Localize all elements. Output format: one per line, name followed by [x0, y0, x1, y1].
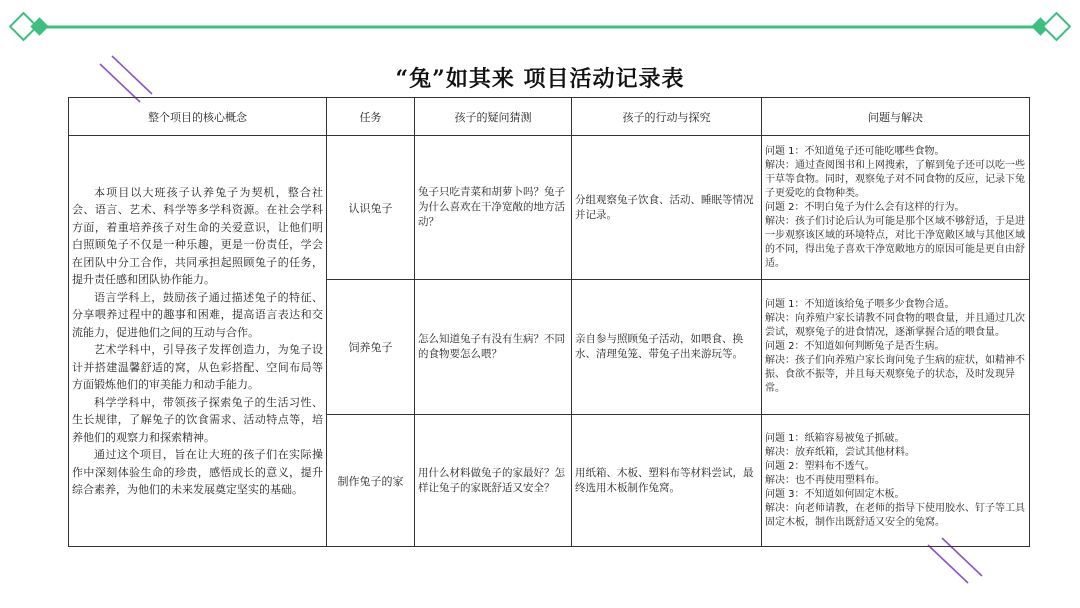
table-row [69, 136, 1030, 280]
page-title: “兔”如其来 项目活动记录表 [395, 66, 685, 92]
solution-line: 问题 1：不知道该给兔子喂多少食物合适。 [765, 299, 955, 310]
action-cell: 分组观察兔子饮食、活动、睡眠等情况并记录。 [572, 136, 762, 280]
solution-line: 问题 2：不知道如何判断兔子是否生病。 [765, 341, 945, 352]
core-concept-cell [69, 136, 327, 547]
solution-line: 问题 2：塑料布不透气。 [765, 460, 875, 472]
header-solution: 问题与解决 [762, 98, 1030, 136]
task-cell: 饲养兔子 [327, 280, 415, 415]
action-cell: 用纸箱、木板、塑料布等材料尝试，最终选用木板制作兔窝。 [572, 415, 762, 547]
solution-line: 问题 1：纸箱容易被兔子抓破。 [765, 432, 905, 444]
concept-paragraph: 科学学科中，带领孩子探索兔子的生活习性、生长规律，了解兔子的饮食需求、活动特点等，培养他们的观察力和探索精神。 [72, 395, 323, 444]
concept-paragraph: 艺术学科中，引导孩子发挥创造力，为兔子设计并搭建温馨舒适的窝，从色彩搭配、空间布局等方面锻炼他们的审美能力和动手能力。 [72, 343, 323, 391]
solution-line: 问题 3：不知道如何固定木板。 [765, 488, 905, 500]
left-diamond-icon [10, 13, 49, 40]
header-question: 孩子的疑问猜测 [415, 98, 572, 136]
solution-line: 问题 2：不明白兔子为什么会有这样的行为。 [765, 201, 965, 213]
concept-paragraph: 通过这个项目，旨在让大班的孩子们在实际操作中深刻体验生命的珍贵，感悟成长的意义，提升综合素养，为他们的未来发展奠定坚实的基础。 [72, 448, 323, 496]
solution-line: 解决：孩子们向养殖户家长询问兔子生病的症状，如精神不振、食欲不振等，并且每天观察兔子的状态，及时发现异常。 [765, 355, 1025, 394]
concept-paragraph: 语言学科上，鼓励孩子通过描述兔子的特征、分享喂养过程中的趣事和困难，提高语言表达和交流能力，促进他们之间的互动与合作。 [72, 290, 323, 339]
solution-cell [762, 415, 1030, 547]
question-cell: 怎么知道兔子有没有生病？不同的食物要怎么喂？ [415, 280, 572, 415]
activity-record-table [68, 97, 1030, 547]
right-diamond-icon [1031, 13, 1070, 40]
concept-paragraph: 本项目以大班孩子认养兔子为契机，整合社会、语言、艺术、科学等多学科资源。在社会学科方面，着重培养孩子对生命的关爱意识，让他们明白照顾兔子不仅是一种乐趣，更是一份责任，学会在团队中分工合作，共同承担起照顾兔子的任务，提升责任感和团队协作能力。 [72, 185, 323, 286]
header-concept: 整个项目的核心概念 [69, 98, 327, 136]
question-cell: 用什么材料做兔子的家最好？怎样让兔子的家既舒适又安全？ [415, 415, 572, 547]
solution-line: 解决：向老师请教，在老师的指导下使用胶水、钉子等工具固定木板，制作出既舒适又安全的兔窝。 [765, 502, 1025, 528]
solution-line: 解决：放弃纸箱，尝试其他材料。 [765, 446, 915, 458]
solution-line: 解决：向养殖户家长请教不同食物的喂食量，并且通过几次尝试，观察兔子的进食情况，逐渐掌握合适的喂食量。 [765, 313, 1025, 338]
solution-cell [762, 136, 1030, 280]
task-cell: 认识兔子 [327, 136, 415, 280]
solution-line: 解决：也不再使用塑料布。 [765, 474, 885, 486]
solution-line: 问题 1：不知道兔子还可能吃哪些食物。 [765, 145, 945, 157]
header-task: 任务 [327, 98, 415, 136]
header-action: 孩子的行动与探究 [572, 98, 762, 136]
solution-line: 解决：通过查阅图书和上网搜索，了解到兔子还可以吃一些干草等食物。同时，观察兔子对不同食物的反应，记录下兔子更爱吃的食物种类。 [765, 159, 1025, 199]
question-cell: 兔子只吃青菜和胡萝卜吗？兔子为什么喜欢在干净宽敞的地方活动？ [415, 136, 572, 280]
task-cell: 制作兔子的家 [327, 415, 415, 547]
table-header-row [69, 98, 1030, 136]
solution-line: 解决：孩子们讨论后认为可能是那个区域不够舒适，于是进一步观察该区域的环境特点，对比干净宽敞区域与其他区域的不同，得出兔子喜欢干净宽敞地方的原因可能是更自由舒适。 [765, 215, 1025, 269]
action-cell: 亲自参与照顾兔子活动，如喂食、换水、清理兔笼、带兔子出来游玩等。 [572, 280, 762, 415]
solution-cell [762, 280, 1030, 415]
